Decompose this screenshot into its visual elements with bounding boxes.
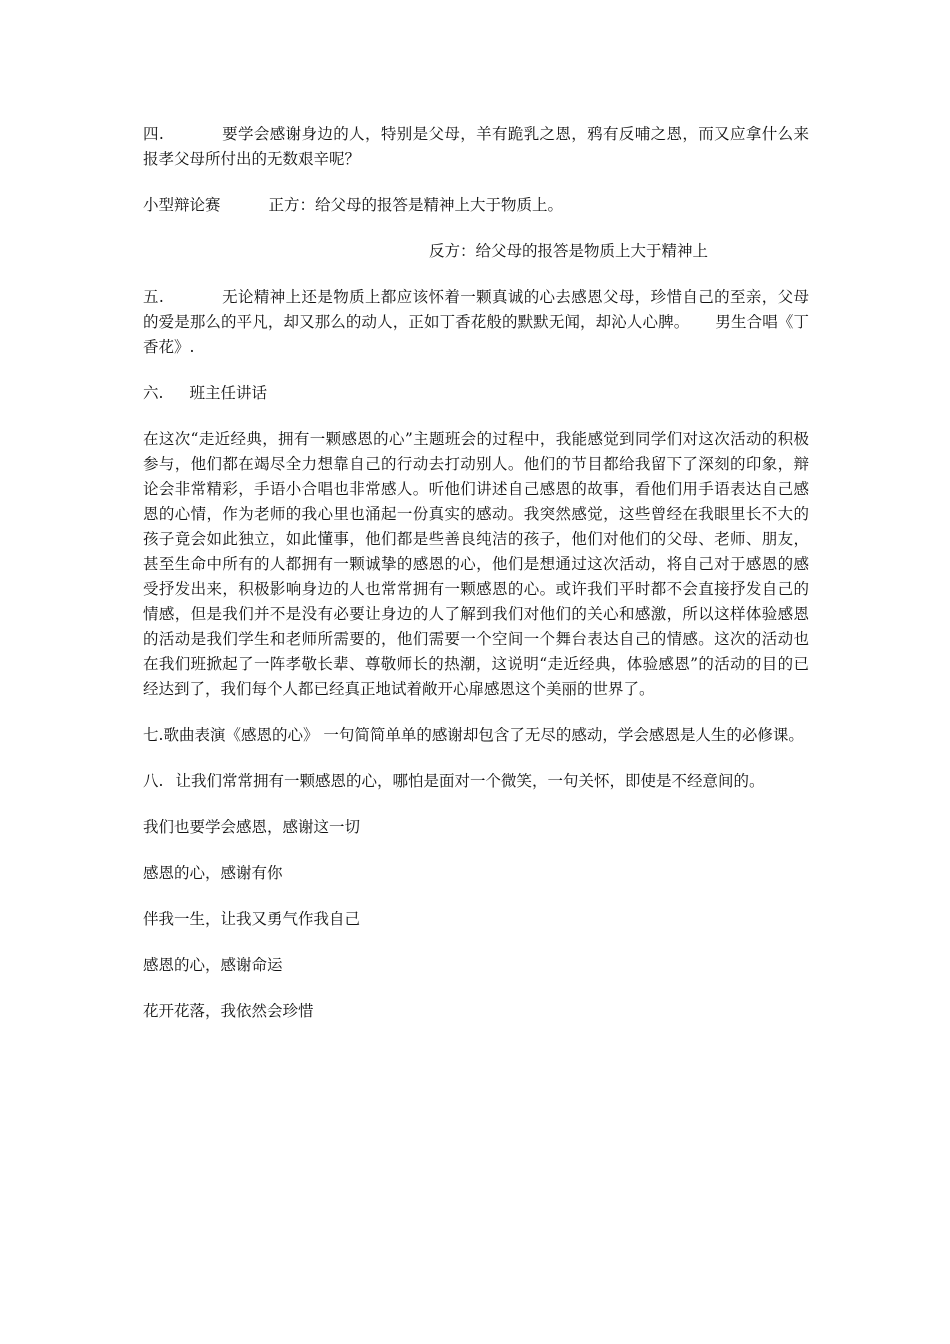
debate-title: 小型辩论赛: [143, 196, 221, 214]
section-five-text: 无论精神上还是物质上都应该怀着一颗真诚的心去感恩父母，珍惜自己的至亲，父母的爱是那么的平凡，却又那么的动人，正如丁香花般的默默无闻，却沁人心脾。: [143, 288, 809, 331]
section-four-number: 四.: [143, 125, 164, 143]
section-five: [143, 285, 809, 360]
debate-con-side: 反方：给父母的报答是物质上大于精神上: [429, 242, 709, 260]
section-eight-text: 让我们常常拥有一颗感恩的心，哪怕是面对一个微笑，一句关怀，即使是不经意间的。: [175, 772, 765, 790]
document-page: [143, 122, 809, 1045]
teacher-speech: 在这次“走近经典，拥有一颗感恩的心”主题班会的过程中，我能感觉到同学们对这次活动的积极参与，他们都在竭尽全力想靠自己的行动去打动别人。他们的节目都给我留下了深刻的印象，辩论会非常精彩，手语小合唱也非常感人。听他们讲述自己感恩的故事，看他们用手语表达自己感恩的心情，作为老师的我心里也涌起一份真实的感动。我突然感觉，这些曾经在我眼里长不大的孩子竟会如此独立，如此懂事，他们都是些善良纯洁的孩子，他们对他们的父母、老师、朋友，甚至生命中所有的人都拥有一颗诚挚的感恩的心，他们是想通过这次活动，将自己对于感恩的感受抒发出来，积极影响身边的人也常常拥有一颗感恩的心。或许我们平时都不会直接抒发自己的情感，但是我们并不是没有必要让身边的人了解到我们对他们的关心和感激，所以这样体验感恩的活动是我们学生和老师所需要的，他们需要一个空间一个舞台表达自己的情感。这次的活动也在我们班掀起了一阵孝敬长辈、尊敬师长的热潮，这说明“走近经典，体验感恩”的活动的目的已经达到了，我们每个人都已经真正地试着敞开心扉感恩这个美丽的世界了。: [143, 430, 809, 698]
section-six-text: 班主任讲话: [189, 384, 267, 402]
lyric-line: 花开花落，我依然会珍惜: [143, 1002, 314, 1020]
section-six-number: 六.: [143, 384, 164, 402]
debate-pro-side: 正方：给父母的报答是精神上大于物质上。: [268, 196, 564, 214]
section-eight-number: 八.: [143, 772, 164, 790]
section-six: [143, 381, 809, 406]
debate-pro-line: [143, 193, 809, 218]
section-eight: [143, 769, 809, 794]
section-seven: [143, 723, 809, 748]
section-four-text: 要学会感谢身边的人，特别是父母，羊有跪乳之恩，鸦有反哺之恩，而又应拿什么来报孝父母所付出的无数艰辛呢？: [143, 125, 809, 168]
section-five-tail: 男生合唱《丁香花》.: [143, 313, 809, 356]
section-seven-text: 歌曲表演《感恩的心》 一句简简单单的感谢却包含了无尽的感动，学会感恩是人生的必修课。: [163, 726, 804, 744]
lyric-line: 伴我一生，让我又勇气作我自己: [143, 910, 361, 928]
section-four: [143, 122, 809, 172]
section-seven-number: 七.: [143, 726, 164, 744]
section-five-number: 五.: [143, 288, 164, 306]
lyric-line: 感恩的心，感谢命运: [143, 956, 283, 974]
lyric-line: 我们也要学会感恩，感谢这一切: [143, 818, 361, 836]
lyric-line: 感恩的心，感谢有你: [143, 864, 283, 882]
